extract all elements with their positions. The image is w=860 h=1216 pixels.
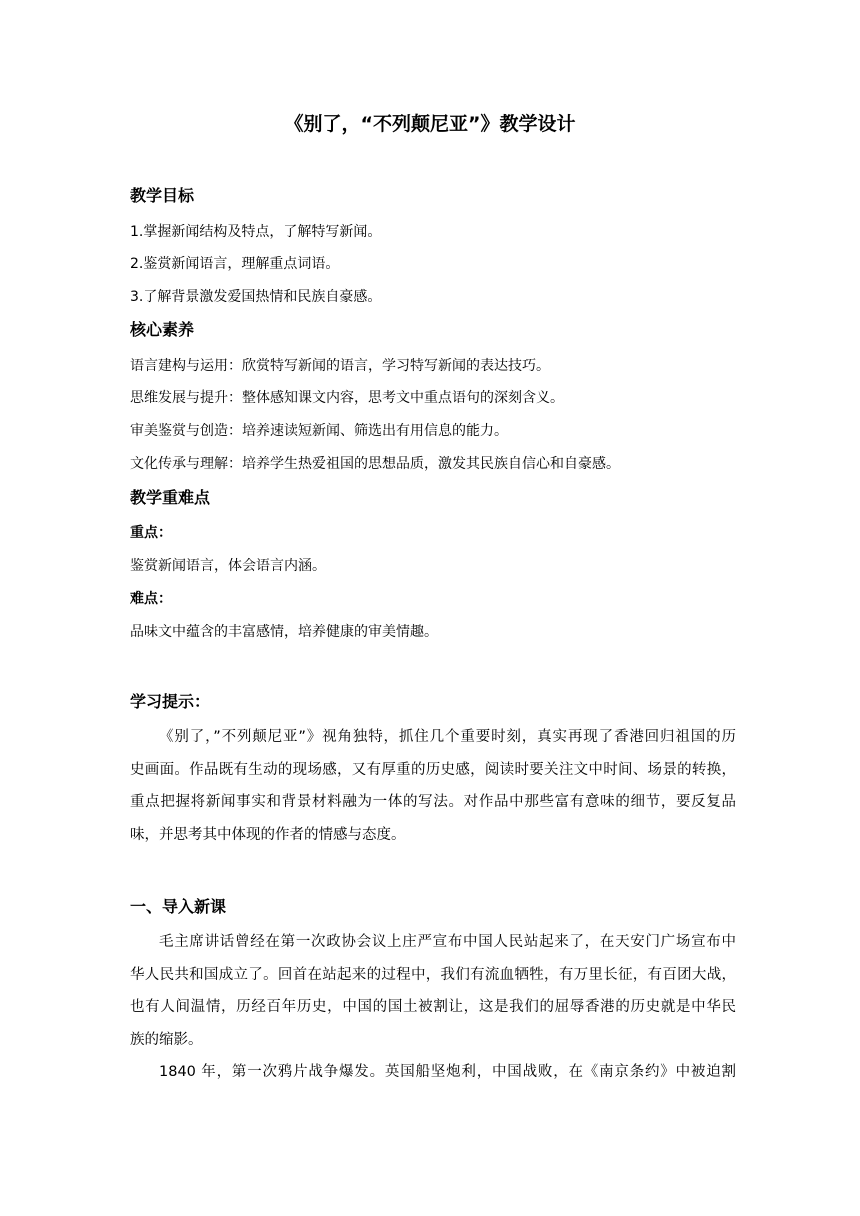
intro-line: 毛主席讲话曾经在第一次政协会议上庄严宣布中国人民站起来了，在天安门广场宣布中 bbox=[159, 934, 736, 950]
intro-paragraph-1 bbox=[130, 926, 736, 1056]
objective-item-2: 2.鉴赏新闻语言，理解重点词语。 bbox=[130, 256, 340, 272]
objective-item-3: 3.了解背景激发爱国热情和民族自豪感。 bbox=[130, 289, 382, 305]
intro-line: 族的缩影。 bbox=[130, 1031, 203, 1048]
key-point-text: 鉴赏新闻语言，体会语言内涵。 bbox=[130, 558, 326, 574]
core-literacy-item-1: 语言建构与运用：欣赏特写新闻的语言，学习特写新闻的表达技巧。 bbox=[130, 358, 550, 374]
intro-line: 1840 年，第一次鸦片战争爆发。英国船坚炮利，中国战败，在《南京条约》中被迫割 bbox=[159, 1064, 736, 1080]
difficulties-heading: 教学重难点 bbox=[130, 488, 211, 507]
intro-line: 也有人间温情，历经百年历史，中国的国土被割让，这是我们的屈辱香港的历史就是中华民 bbox=[130, 999, 736, 1015]
objectives-heading: 教学目标 bbox=[130, 186, 195, 205]
objective-item-1: 1.掌握新闻结构及特点，了解特写新闻。 bbox=[130, 224, 382, 240]
difficult-point-label: 难点： bbox=[130, 591, 172, 607]
study-tips-paragraph bbox=[130, 721, 736, 851]
core-literacy-item-4: 文化传承与理解：培养学生热爱祖国的思想品质，激发其民族自信心和自豪感。 bbox=[130, 456, 620, 472]
core-literacy-heading: 核心素养 bbox=[130, 320, 195, 339]
study-tips-line: 重点把握将新闻事实和背景材料融为一体的写法。对作品中那些富有意味的细节，要反复品 bbox=[130, 794, 736, 810]
difficult-point-text: 品味文中蕴含的丰富感情，培养健康的审美情趣。 bbox=[130, 624, 438, 640]
document-title: 《别了，“不列颠尼亚”》教学设计 bbox=[284, 113, 576, 135]
key-point-label: 重点： bbox=[130, 525, 172, 541]
study-tips-line: 味，并思考其中体现的作者的情感与态度。 bbox=[130, 826, 406, 843]
core-literacy-item-3: 审美鉴赏与创造：培养速读短新闻、筛选出有用信息的能力。 bbox=[130, 423, 508, 439]
core-literacy-item-2: 思维发展与提升：整体感知课文内容，思考文中重点语句的深刻含义。 bbox=[130, 390, 564, 406]
intro-paragraph-2 bbox=[130, 1056, 736, 1089]
study-tips-line: 史画面。作品既有生动的现场感，又有厚重的历史感，阅读时要关注文中时间、场景的转换， bbox=[130, 761, 736, 778]
intro-heading: 一、导入新课 bbox=[130, 897, 227, 916]
study-tips-line: 《别了，”不列颠尼亚”》视角独特，抓住几个重要时刻，真实再现了香港回归祖国的历 bbox=[159, 729, 736, 745]
intro-line: 华人民共和国成立了。回首在站起来的过程中，我们有流血牺牲，有万里长征，有百团大战， bbox=[130, 966, 736, 983]
study-tips-heading: 学习提示： bbox=[130, 692, 211, 711]
